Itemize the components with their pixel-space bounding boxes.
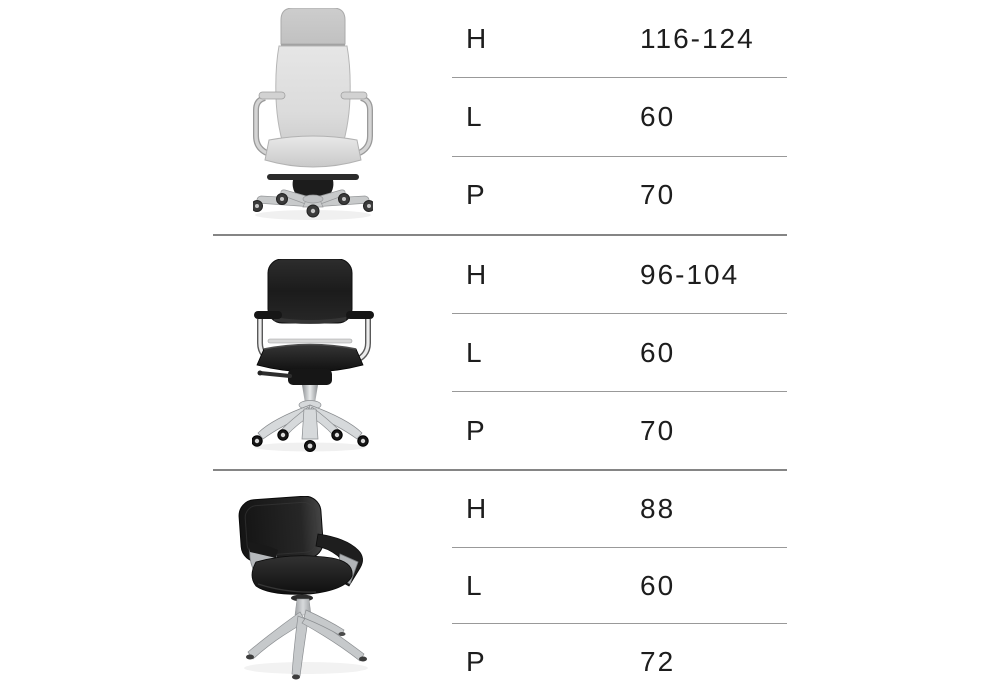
spec-row (452, 547, 787, 624)
spec-row (452, 236, 787, 313)
spec-table-1 (452, 0, 787, 234)
spec-row (452, 623, 787, 700)
product-photo-conference-chair (236, 496, 376, 686)
product-section-1 (213, 0, 787, 234)
spec-value: 60 (640, 569, 676, 601)
spec-value: 60 (640, 100, 676, 132)
spec-label: H (466, 258, 489, 290)
spec-row (452, 471, 787, 547)
spec-table-2 (452, 236, 787, 469)
chair1-backrest (276, 46, 350, 144)
spec-label: L (466, 569, 484, 601)
spec-table-3 (452, 471, 787, 700)
chair2-base (258, 405, 362, 439)
spec-label: P (466, 414, 487, 446)
spec-value: 70 (640, 179, 676, 211)
chair2-seat (257, 345, 363, 373)
spec-label: L (466, 100, 484, 132)
spec-row (452, 77, 787, 155)
chair1-headrest (281, 8, 345, 45)
spec-value: 70 (640, 414, 676, 446)
product-photo-mid-back-chair (252, 259, 376, 452)
spec-label: H (466, 22, 489, 54)
spec-value: 60 (640, 336, 676, 368)
spec-value: 116-124 (640, 22, 755, 54)
chair2-mechanism (258, 369, 333, 410)
product-photo-high-back-chair (253, 8, 373, 222)
spec-label: L (466, 336, 484, 368)
product-section-3 (213, 469, 787, 700)
spec-label: P (466, 646, 487, 678)
spec-label: P (466, 179, 487, 211)
spec-value: 72 (640, 646, 676, 678)
spec-row (452, 0, 787, 77)
product-section-2 (213, 234, 787, 469)
spec-value: 88 (640, 492, 676, 524)
chair1-seat (265, 136, 361, 167)
spec-row (452, 313, 787, 391)
spec-label: H (466, 492, 489, 524)
chair3-shadow (244, 662, 368, 674)
chair3-seat (252, 556, 352, 595)
spec-row (452, 156, 787, 234)
spec-value: 96-104 (640, 258, 740, 290)
spec-row (452, 391, 787, 469)
